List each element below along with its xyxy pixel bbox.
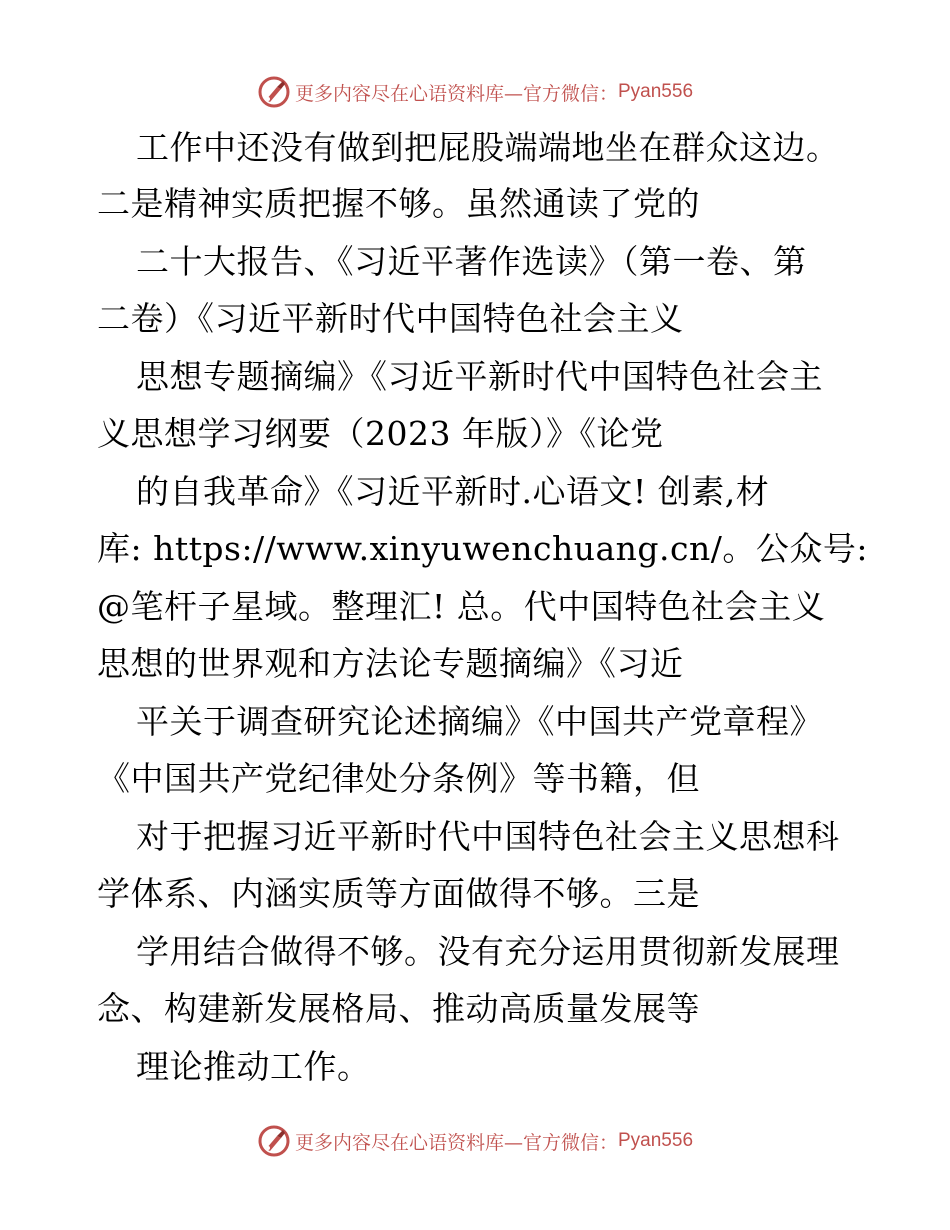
watermark-wechat-id: Pyan556	[618, 1130, 694, 1151]
watermark-text: 更多内容尽在心语资料库—官方微信：	[294, 82, 618, 105]
body-line: 二卷）《习近平新时代中国特色社会主义	[97, 299, 684, 338]
body-line: 思想专题摘编》《习近平新时代中国特色社会主	[136, 357, 823, 396]
body-line: 库: https://www.xinyuwenchuang.cn/。公众号:	[97, 529, 868, 568]
body-line: @笔杆子星域。整理汇! 总。代中国特色社会主义	[97, 587, 826, 626]
body-line: 理论推动工作。	[136, 1047, 371, 1086]
watermark-wechat-id: Pyan556	[618, 81, 694, 102]
footer-watermark	[0, 1121, 950, 1161]
body-line: 学体系、内涵实质等方面做得不够。三是	[97, 874, 700, 913]
body-line: 的自我革命》《习近平新时.心语文! 创素,材	[136, 472, 770, 511]
body-line: 对于把握习近平新时代中国特色社会主义思想科	[136, 817, 840, 856]
body-line: 《中国共产党纪律处分条例》等书籍，但	[97, 759, 700, 798]
body-line: 平关于调查研究论述摘编》《中国共产党章程》	[136, 702, 823, 741]
body-line: 工作中还没有做到把屁股端端地坐在群众这边。	[136, 128, 840, 167]
body-line: 念、构建新发展格局、推动高质量发展等	[97, 989, 700, 1028]
pen-nib-circle-icon	[257, 1124, 291, 1158]
body-line: 二是精神实质把握不够。虽然通读了党的	[97, 184, 700, 223]
body-line: 义思想学习纲要（2023 年版）》《论党	[97, 414, 664, 453]
watermark-text: 更多内容尽在心语资料库—官方微信：	[294, 1131, 618, 1154]
body-line: 学用结合做得不够。没有充分运用贯彻新发展理	[136, 932, 840, 971]
body-line: 思想的世界观和方法论专题摘编》《习近	[97, 644, 684, 683]
body-line: 二十大报告、《习近平著作选读》（第一卷、第	[136, 242, 807, 281]
pen-nib-circle-icon	[257, 75, 291, 109]
header-watermark	[0, 72, 950, 112]
